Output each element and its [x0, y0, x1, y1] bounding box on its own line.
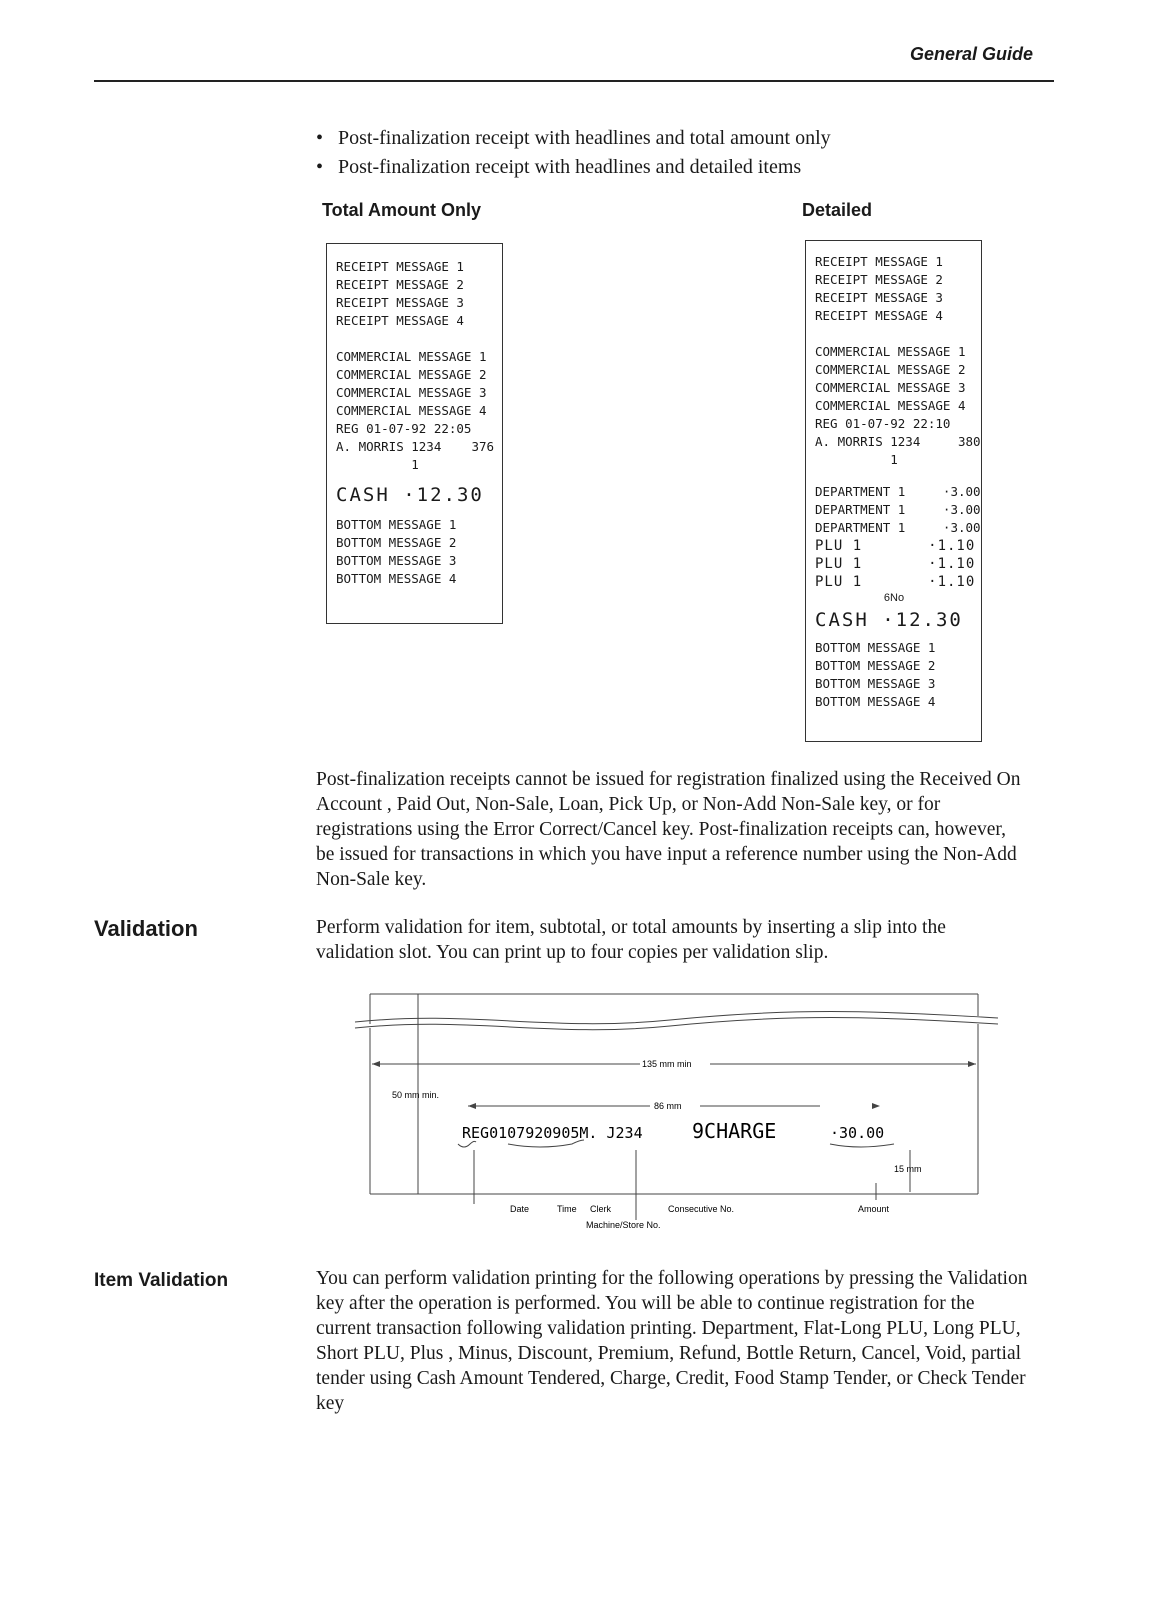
- bottom-message: BOTTOM MESSAGE 1: [815, 640, 936, 655]
- commercial-message: COMMERCIAL MESSAGE 4: [815, 398, 966, 413]
- width-label: 135 mm min: [642, 1059, 692, 1069]
- receipt-message: RECEIPT MESSAGE 4: [815, 308, 943, 323]
- height-label: 50 mm min.: [392, 1090, 440, 1100]
- department-item: DEPARTMENT 1 ·3.00: [815, 520, 981, 535]
- print-width-label: 86 mm: [654, 1101, 682, 1111]
- cash-total: CASH ·12.30: [815, 609, 963, 631]
- cash-total: CASH ·12.30: [336, 484, 484, 506]
- amount-label: Amount: [858, 1204, 890, 1214]
- item-validation-paragraph: You can perform validation printing for the following operations by pressing the Validation key after the operation is performed. You will be able to continue registration for the current transaction following validation printing. Department, Flat-Long PLU, Long PLU, Short PLU, Plus , Minus, Discount, Premium, Refund, Bottle Return, Cancel, Void, partial tender using Cash Amount Tendered, Charge, Credit, Food Stamp Tender, or Check Tender key: [316, 1268, 1028, 1414]
- section-header: General Guide: [909, 44, 1033, 64]
- bottom-message: BOTTOM MESSAGE 2: [336, 535, 457, 550]
- arrowhead: [468, 1103, 476, 1109]
- detailed-heading: Detailed: [802, 200, 873, 220]
- validation-heading: Validation: [94, 916, 198, 941]
- receipt-message: RECEIPT MESSAGE 3: [336, 295, 464, 310]
- receipt-message: RECEIPT MESSAGE 3: [815, 290, 943, 305]
- plu-item: PLU 1 ·1.10: [815, 538, 976, 554]
- item-count: 6No: [883, 592, 905, 604]
- validation-paragraph: Perform validation for item, subtotal, or total amounts by inserting a slip into the validation slot. You can print up to four copies per validation slip.: [316, 917, 946, 963]
- arrowhead: [872, 1103, 880, 1109]
- clerk-label: Clerk: [590, 1204, 612, 1214]
- reg-line: REG 01-07-92 22:10: [815, 416, 951, 431]
- receipt-message: RECEIPT MESSAGE 2: [815, 272, 943, 287]
- department-item: DEPARTMENT 1 ·3.00: [815, 484, 981, 499]
- commercial-message: COMMERCIAL MESSAGE 1: [336, 349, 487, 364]
- amount-bracket: [830, 1144, 894, 1147]
- slip-amount-text: ·30.00: [830, 1124, 885, 1142]
- bottom-message: BOTTOM MESSAGE 1: [336, 517, 457, 532]
- receipt-message: RECEIPT MESSAGE 1: [815, 254, 943, 269]
- bottom-message: BOTTOM MESSAGE 3: [336, 553, 457, 568]
- total-amount-heading: Total Amount Only: [322, 200, 481, 220]
- department-item: DEPARTMENT 1 ·3.00: [815, 502, 981, 517]
- commercial-message: COMMERCIAL MESSAGE 2: [815, 362, 966, 377]
- machine-label: Machine/Store No.: [586, 1220, 661, 1230]
- count-line: 1: [411, 457, 419, 472]
- validation-slip-diagram: [350, 988, 1010, 1238]
- consecutive-label: Consecutive No.: [668, 1204, 735, 1214]
- receipt-type-list: [316, 124, 831, 182]
- time-label: Time: [557, 1204, 577, 1214]
- receipt-total-amount: [326, 243, 503, 624]
- list-item: • Post-finalization receipt with headlines and total amount only: [316, 124, 831, 153]
- commercial-message: COMMERCIAL MESSAGE 2: [336, 367, 487, 382]
- slip-charge-text: 9CHARGE: [692, 1119, 777, 1143]
- plu-item: PLU 1 ·1.10: [815, 574, 976, 590]
- date-bracket: [458, 1141, 476, 1147]
- item-validation-heading: Item Validation: [94, 1270, 229, 1291]
- commercial-message: COMMERCIAL MESSAGE 1: [815, 344, 966, 359]
- clerk-line: A. MORRIS 1234 376: [336, 439, 495, 454]
- clerk-line: A. MORRIS 1234 380: [815, 434, 981, 449]
- margin-label: 15 mm: [894, 1164, 922, 1174]
- bottom-message: BOTTOM MESSAGE 4: [336, 571, 457, 586]
- arrowhead: [372, 1061, 380, 1067]
- commercial-message: COMMERCIAL MESSAGE 4: [336, 403, 487, 418]
- bottom-message: BOTTOM MESSAGE 2: [815, 658, 936, 673]
- commercial-message: COMMERCIAL MESSAGE 3: [336, 385, 487, 400]
- receipt-message: RECEIPT MESSAGE 1: [336, 259, 464, 274]
- header-rule: [94, 80, 1054, 82]
- tear-line: [355, 1012, 998, 1024]
- bottom-message: BOTTOM MESSAGE 4: [815, 694, 936, 709]
- post-finalization-paragraph: Post-finalization receipts cannot be issued for registration finalized using the Received On Account , Paid Out, Non-Sale, Loan, Pick Up, or Non-Add Non-Sale key, or for registrations using the Error Correct/Cancel key. Post-finalization receipts can, however, be issued for transactions in which you have input a reference number using the Non-Add Non-Sale key.: [316, 769, 1021, 890]
- arrowhead: [968, 1061, 976, 1067]
- list-item: • Post-finalization receipt with headlines and detailed items: [316, 153, 831, 182]
- date-label: Date: [510, 1204, 530, 1214]
- count-line: 1: [890, 452, 898, 467]
- plu-item: PLU 1 ·1.10: [815, 556, 976, 572]
- slip-print-line: REG0107920905M. J234: [462, 1124, 643, 1142]
- receipt-message: RECEIPT MESSAGE 4: [336, 313, 464, 328]
- receipt-message: RECEIPT MESSAGE 2: [336, 277, 464, 292]
- bottom-message: BOTTOM MESSAGE 3: [815, 676, 936, 691]
- receipt-detailed: [805, 240, 982, 742]
- commercial-message: COMMERCIAL MESSAGE 3: [815, 380, 966, 395]
- reg-line: REG 01-07-92 22:05: [336, 421, 472, 436]
